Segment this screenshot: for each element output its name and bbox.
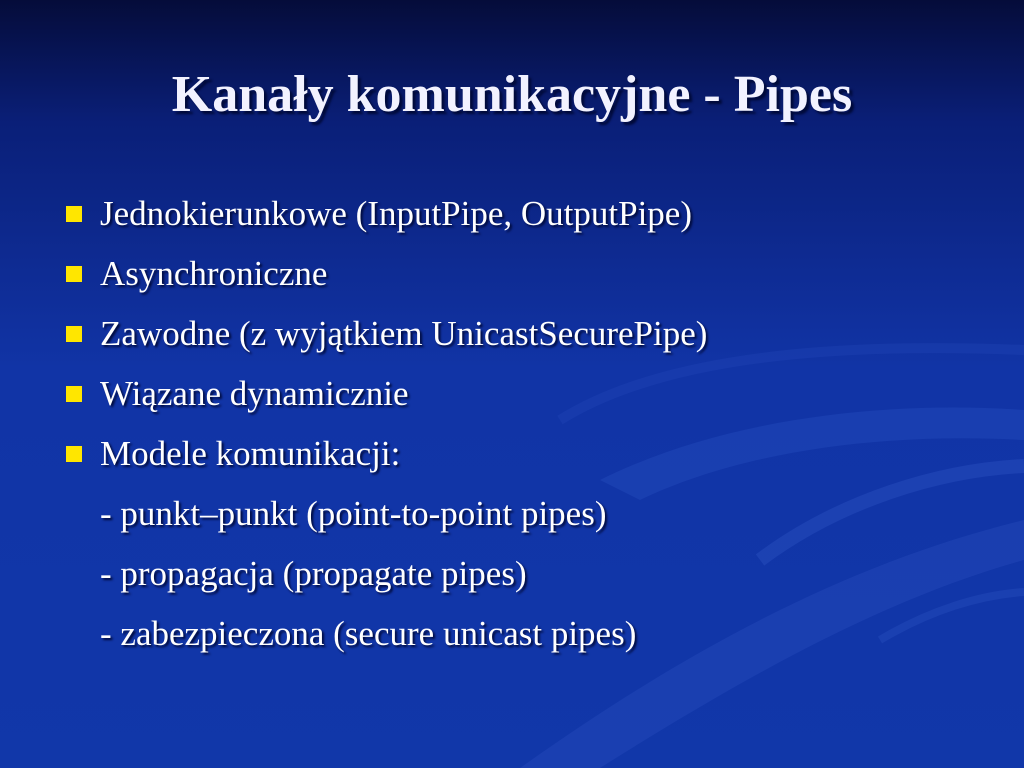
sub-list-item (62, 484, 1002, 544)
sub-list-item (62, 544, 1002, 604)
sub-list-item (62, 604, 1002, 664)
list-item (62, 364, 1002, 424)
list-item-text: Wiązane dynamicznie (100, 374, 409, 413)
square-bullet-icon (66, 206, 82, 222)
square-bullet-icon (66, 446, 82, 462)
sub-list-item-text: - punkt–punkt (point-to-point pipes) (100, 494, 607, 533)
list-item-text: Modele komunikacji: (100, 434, 401, 473)
slide-title: Kanały komunikacyjne - Pipes (171, 66, 853, 123)
sub-list-item-text: - propagacja (propagate pipes) (100, 554, 527, 593)
list-item-text: Asynchroniczne (100, 254, 328, 293)
bullet-list (62, 184, 1002, 664)
list-item-text: Zawodne (z wyjątkiem UnicastSecurePipe) (100, 314, 708, 353)
list-item-text: Jednokierunkowe (InputPipe, OutputPipe) (100, 194, 692, 233)
square-bullet-icon (66, 266, 82, 282)
list-item (62, 184, 1002, 244)
sub-list-item-text: - zabezpieczona (secure unicast pipes) (100, 614, 637, 653)
list-item (62, 304, 1002, 364)
square-bullet-icon (66, 386, 82, 402)
square-bullet-icon (66, 326, 82, 342)
list-item (62, 244, 1002, 304)
list-item (62, 424, 1002, 484)
